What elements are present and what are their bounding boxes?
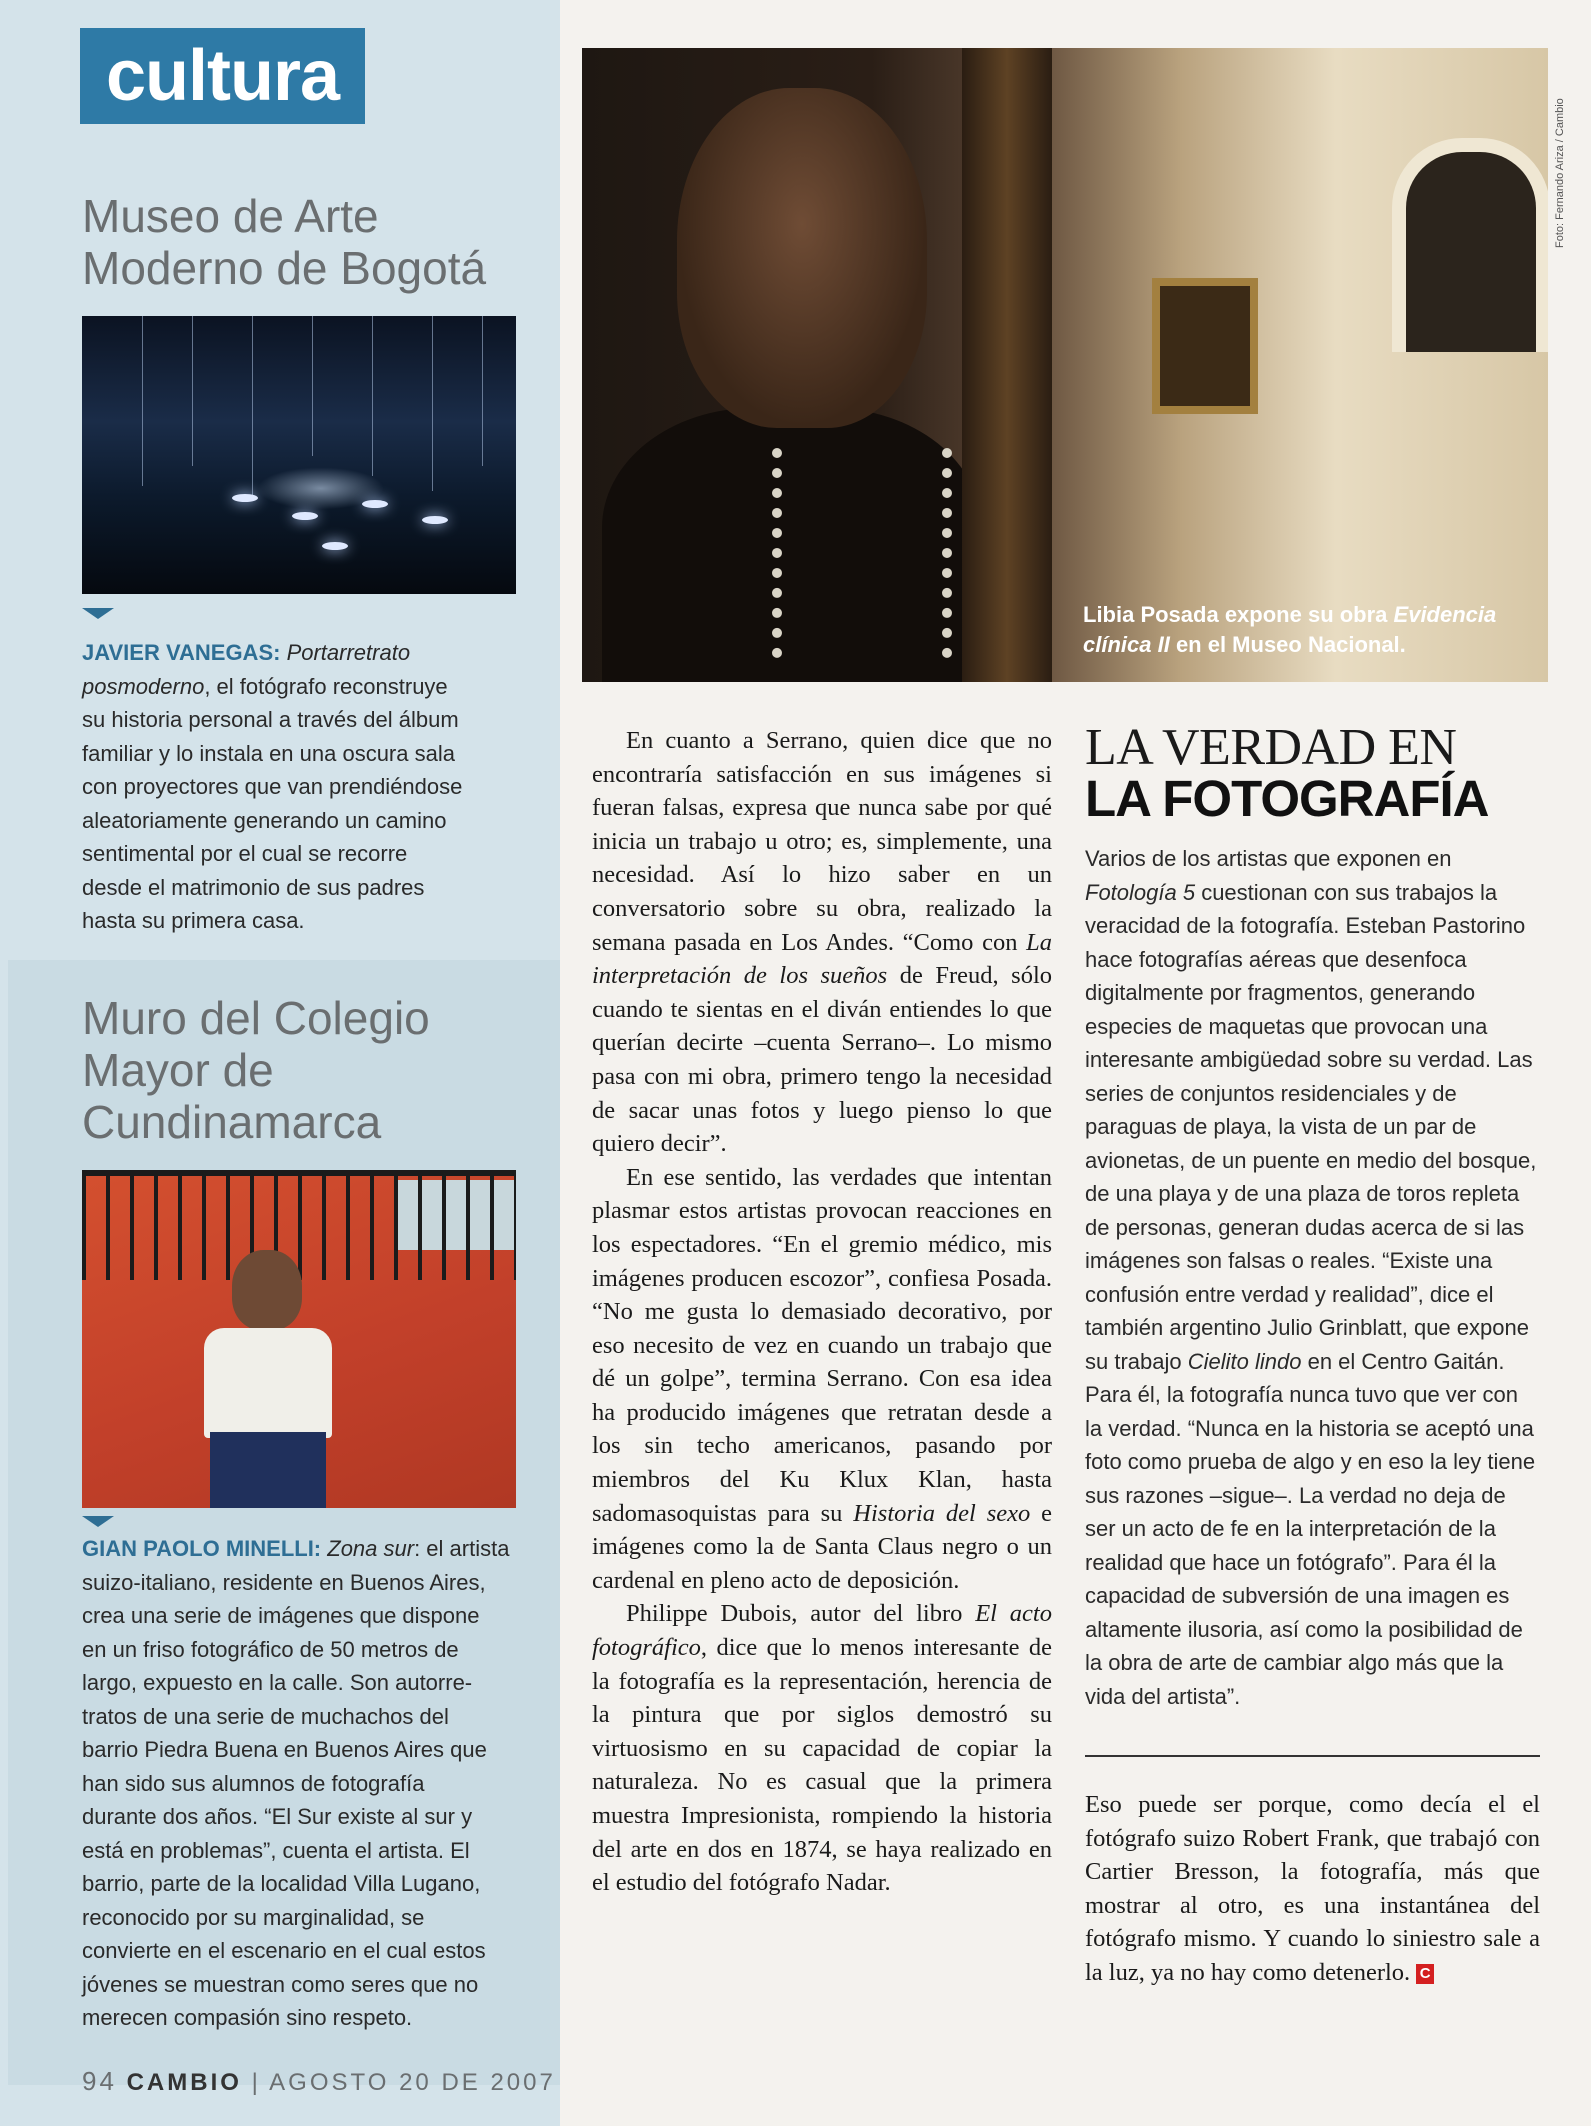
paragraph-3: Philippe Dubois, autor del libro El acto fotográfico, dice que lo menos interesante de la fotografía es la representación, herencia de la pintura que por siglos demostró su virtuosismo en su capacidad de copiar la naturaleza. No es casual que la primera muestra Impresionista, rompiendo la historia del arte en dos en 1874, se haya realizado en el estudio del fotógrafo Nadar.	[592, 1600, 1052, 1897]
article-body	[592, 724, 1052, 1900]
paragraph-2: En ese sentido, las verdades que intentan plasmar estos artistas provocan reacciones en los espectadores. “En el gremio médico, mis imágenes producen escozor”, confiesa Posada. “No me gusta lo demasiado decorativo, por eso necesito de vez en cuando un trabajo que dé un golpe”, termina Serrano. Con esa idea ha producido imágenes que retratan desde a los sin techo americanos, pasando por miembros del Ku Klux Klan, hasta sadomasoquistas para su Historia del sexo e imágenes como la de Santa Claus negro o un cardenal en pleno acto de deposición.	[592, 1163, 1052, 1594]
wall-photo	[82, 1170, 516, 1508]
page-folio	[82, 2066, 556, 2097]
caption-arrow-2	[82, 1516, 114, 1527]
folio-separator: |	[251, 2069, 261, 2096]
paragraph-1: En cuanto a Serrano, quien dice que no encontraría satisfacción en sus imágenes si fueran falsas, expresa que nunca sabe por qué inicia un trabajo u otro; es, simplemente, una necesidad. Así lo hizo saber en un conversatorio sobre su obra, realizado la semana pasada en Los Andes. “Como con La interpretación de los sueños de Freud, sólo cuando te sientas en el diván entiendes lo que querían decirte –cuenta Serrano–. Lo mismo pasa con mi obra, primero tengo la necesidad de sacar unas fotos y luego pienso lo que quiero decir”.	[592, 727, 1053, 1158]
divider-rule	[1085, 1755, 1540, 1757]
issue-date: AGOSTO 20 DE 2007	[269, 2069, 556, 2096]
sidebar-caption-2: GIAN PAOLO MINELLI: Zona sur: el artista suizo-italiano, residente en Buenos Aires, crea una serie de imágenes que dispone en un friso fotográfico de 50 metros de largo, expuesto en la calle. Son autorre- tratos de una serie de muchachos del barrio Piedra Buena en Buenos Aires que han sido sus alumnos de fotografía durante dos años. “El Sur existe al sur y está en problemas”, cuenta el artista. El barrio, parte de la localidad Villa Lugano, reconocido por su marginalidad, se convierte en el escenario en el cual estos jóvenes se muestran como seres que no merecen compasión sino respeto.	[82, 1536, 510, 2030]
sidebar-caption-1: JAVIER VANEGAS: Portarretrato posmoderno, el fotógrafo reconstruye su historia personal a través del álbum familiar y lo instala en una oscura sala con proyectores que van prendiéndose aleatoriamente generando un camino sentimental por el cual se recorre desde el matrimonio de sus padres hasta su primera casa.	[82, 640, 463, 933]
main-photo	[582, 48, 1548, 682]
section-tag: cultura	[80, 28, 365, 124]
box-headline-line-1: LA VERDAD EN	[1085, 719, 1457, 776]
end-mark-icon: C	[1416, 1964, 1434, 1984]
caption-arrow-1	[82, 608, 114, 619]
page-number: 94	[82, 2066, 117, 2096]
main-photo-caption: Libia Posada expone su obra Evidencia clínica II en el Museo Nacional.	[1083, 602, 1497, 657]
box-headline-line-2: LA FOTOGRAFÍA	[1085, 770, 1489, 827]
article-body-end: Eso puede ser porque, como decía el el fotógrafo suizo Robert Frank, que trabajó con Cartier Bresson, la fotografía, más que mostrar al otro, es una instantánea del fotógrafo mismo. Y cuando lo siniestro sale a la luz, ya no hay como detenerlo. C	[1085, 1791, 1540, 1986]
sidebar-title-1: Museo de Arte Moderno de Bogotá	[82, 190, 487, 294]
museum-photo	[82, 316, 516, 594]
magazine-name: CAMBIO	[126, 2069, 242, 2096]
sidebar-title-2: Muro del Colegio Mayor de Cundinamarca	[82, 992, 430, 1148]
box-text: Varios de los artistas que exponen en Fotología 5 cuestionan con sus trabajos la veracidad de la fotografía. Esteban Pastorino hace fotografías aéreas que desenfoca digitalmente por fragmentos, generando especies de maquetas que provocan una interesante ambigüedad sobre su verdad. Las series de conjuntos residenciales y de paraguas de playa, la vista de un par de avionetas, de un puente en medio del bosque, de una playa y de una plaza de toros repleta de personas, generan dudas acerca de si las imágenes son falsas o reales. “Existe una confusión entre verdad y realidad”, dice el también argentino Julio Grinblatt, que expone su trabajo Cielito lindo en el Centro Gaitán. Para él, la fotografía nunca tuvo que ver con la verdad. “Nunca en la historia se aceptó una foto como prueba de algo y en eso la ley tiene sus razones –sigue–. La verdad no deja de ser un acto de fe en la interpretación de la realidad que hace un fotógrafo”. Para él la capacidad de subversión de una imagen es altamente ilusoria, así como la posibilidad de la obra de arte de cambiar algo más que la vida del artista”.	[1085, 846, 1537, 1709]
photo-credit: Foto: Fernando Ariza / Cambio	[1554, 98, 1566, 248]
